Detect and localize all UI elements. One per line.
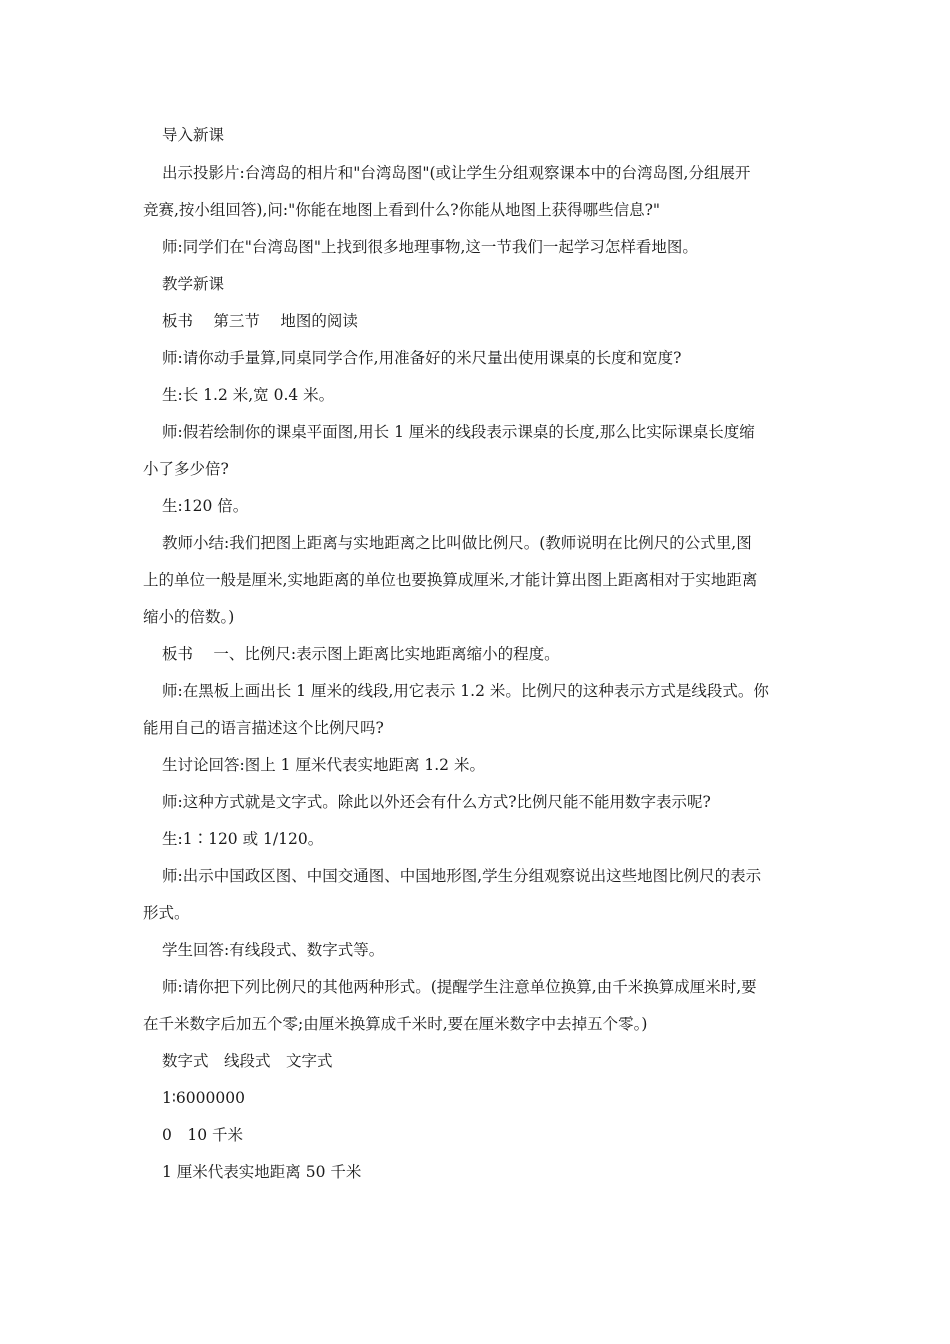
heading-intro: 导入新课 xyxy=(162,126,225,144)
paragraph-line: 小了多少倍? xyxy=(143,460,229,478)
paragraph-line: 生:120 倍。 xyxy=(162,497,249,515)
paragraph-line: 生讨论回答:图上 1 厘米代表实地距离 1.2 米。 xyxy=(162,756,485,774)
paragraph-line: 上的单位一般是厘米,实地距离的单位也要换算成厘米,才能计算出图上距离相对于实地距离 xyxy=(143,571,758,589)
scale-verbal: 1 厘米代表实地距离 50 千米 xyxy=(162,1163,362,1181)
paragraph-line: 在千米数字后加五个零;由厘米换算成千米时,要在厘米数字中去掉五个零。) xyxy=(143,1015,648,1033)
paragraph-line: 师:假若绘制你的课桌平面图,用长 1 厘米的线段表示课桌的长度,那么比实际课桌长度缩 xyxy=(162,423,755,441)
paragraph-line: 师:在黑板上画出长 1 厘米的线段,用它表示 1.2 米。比例尺的这种表示方式是线段式。你 xyxy=(162,682,769,700)
paragraph-line: 出示投影片:台湾岛的相片和"台湾岛图"(或让学生分组观察课本中的台湾岛图,分组展开 xyxy=(162,164,751,182)
scale-line-segment: 0 10 千米 xyxy=(162,1126,244,1144)
paragraph-line: 师:这种方式就是文字式。除此以外还会有什么方式?比例尺能不能用数字表示呢? xyxy=(162,793,711,811)
paragraph-line: 师:请你把下列比例尺的其他两种形式。(提醒学生注意单位换算,由千米换算成厘米时,要 xyxy=(162,978,757,996)
paragraph-line: 形式。 xyxy=(143,904,190,922)
paragraph-line: 教师小结:我们把图上距离与实地距离之比叫做比例尺。(教师说明在比例尺的公式里,图 xyxy=(162,534,752,552)
paragraph-line: 竞赛,按小组回答),问:"你能在地图上看到什么?你能从地图上获得哪些信息?" xyxy=(143,201,661,219)
board-definition: 板书 一、比例尺:表示图上距离比实地距离缩小的程度。 xyxy=(162,645,560,663)
scale-numeric: 1∶6000000 xyxy=(162,1089,245,1107)
heading-new-lesson: 教学新课 xyxy=(162,275,225,293)
paragraph-line: 生:长 1.2 米,宽 0.4 米。 xyxy=(162,386,335,404)
paragraph-line: 师:请你动手量算,同桌同学合作,用准备好的米尺量出使用课桌的长度和宽度? xyxy=(162,349,682,367)
board-title: 板书 第三节 地图的阅读 xyxy=(162,312,358,330)
paragraph-line: 师:出示中国政区图、中国交通图、中国地形图,学生分组观察说出这些地图比例尺的表示 xyxy=(162,867,762,885)
scale-forms-header: 数字式 线段式 文字式 xyxy=(162,1052,333,1070)
document-body xyxy=(143,124,811,1184)
paragraph-line: 学生回答:有线段式、数字式等。 xyxy=(162,941,385,959)
paragraph-line: 师:同学们在"台湾岛图"上找到很多地理事物,这一节我们一起学习怎样看地图。 xyxy=(162,238,698,256)
paragraph-line: 能用自己的语言描述这个比例尺吗? xyxy=(143,719,384,737)
paragraph-line: 生:1∶120 或 1/120。 xyxy=(162,830,324,848)
paragraph-line: 缩小的倍数。) xyxy=(143,608,235,626)
